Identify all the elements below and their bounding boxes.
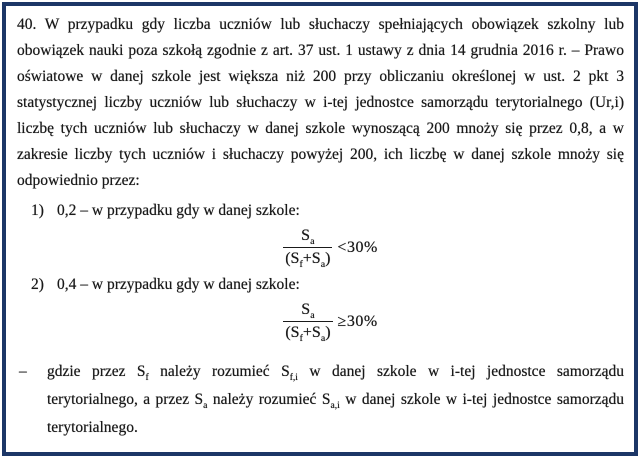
greater-equal-relation: ≥30% [337,312,378,330]
subscript: f [299,333,303,345]
text-run: (S [285,250,300,267]
text-run: ) [325,324,331,341]
subscript: a [320,259,326,271]
subscript: a [320,333,326,345]
intro-paragraph [17,12,624,194]
paragraph-line: odpowiednio przez: [17,172,140,189]
formula-1 [27,227,634,271]
fraction-1 [283,227,332,271]
subscript: a,i [330,400,340,412]
paragraph-line: statystycznej liczby uczniów lub słuchaczy w i-tej jednostce samorządu terytorialnego (Ur,i) [17,94,624,111]
subscript: f [299,259,303,271]
text-run: (S [285,324,300,341]
fraction-2-numerator [283,301,332,321]
formula-2 [27,301,634,345]
fraction-2 [283,301,332,345]
note-line [17,386,624,414]
fraction-2-denominator [283,321,332,345]
text-run: terytorialnego, a przez S [47,391,204,408]
text-run: należy rozumieć S [148,363,290,380]
note-line [17,414,624,442]
text-run: S [301,301,311,318]
text-run: w danej szkole w i-tej jednostce samorządu [297,363,624,380]
text-run: +S [302,250,321,267]
list-item-2-text: 0,4 – w przypadku gdy w danej szkole: [57,276,300,293]
text-run: ) [325,250,331,267]
list-item-1-text: 0,2 – w przypadku gdy w danej szkole: [57,202,300,219]
list-item-1-marker: 1) [31,202,44,219]
list-item-2 [17,272,624,298]
definition-note [17,358,624,442]
subscript: f,i [289,372,298,384]
list-item-2-marker: 2) [31,276,44,293]
text-run: gdzie przez S [47,363,146,380]
text-run: terytorialnego. [47,419,138,436]
subscript: a [310,236,315,248]
note-line [17,358,624,386]
text-run: należy rozumieć S [207,391,331,408]
fraction-1-numerator [283,227,332,247]
paragraph-line: oświatowe w danej szkole jest większa niż 200 przy obliczaniu określonej w ust. 2 pkt 3 [17,68,624,85]
paragraph-line: zakresie liczby tych uczniów i słuchaczy powyżej 200, ich liczbę w danej szkole mnoży się [17,146,624,163]
document-frame [2,2,638,456]
subscript: a [310,310,315,322]
list-item-1 [17,198,624,224]
text-run: +S [302,324,321,341]
text-run: S [301,227,311,244]
text-run: w danej szkole w i-tej jednostce samorządu [339,391,625,408]
subscript: a [203,400,208,412]
paragraph-line: liczbę tych uczniów lub słuchaczy w danej szkole wynoszącą 200 mnoży się przez 0,8, a w [17,120,624,137]
paragraph-line: obowiązek nauki poza szkołą zgodnie z art. 37 ust. 1 ustawy z dnia 14 grudnia 2016 r. – Prawo [17,42,624,59]
subscript: f [145,372,149,384]
paragraph-line: 40. W przypadku gdy liczba uczniów lub słuchaczy spełniających obowiązek szkolny lub [17,16,624,33]
less-than-relation: <30% [337,238,378,256]
fraction-1-denominator [283,247,332,271]
note-dash: – [19,363,27,380]
